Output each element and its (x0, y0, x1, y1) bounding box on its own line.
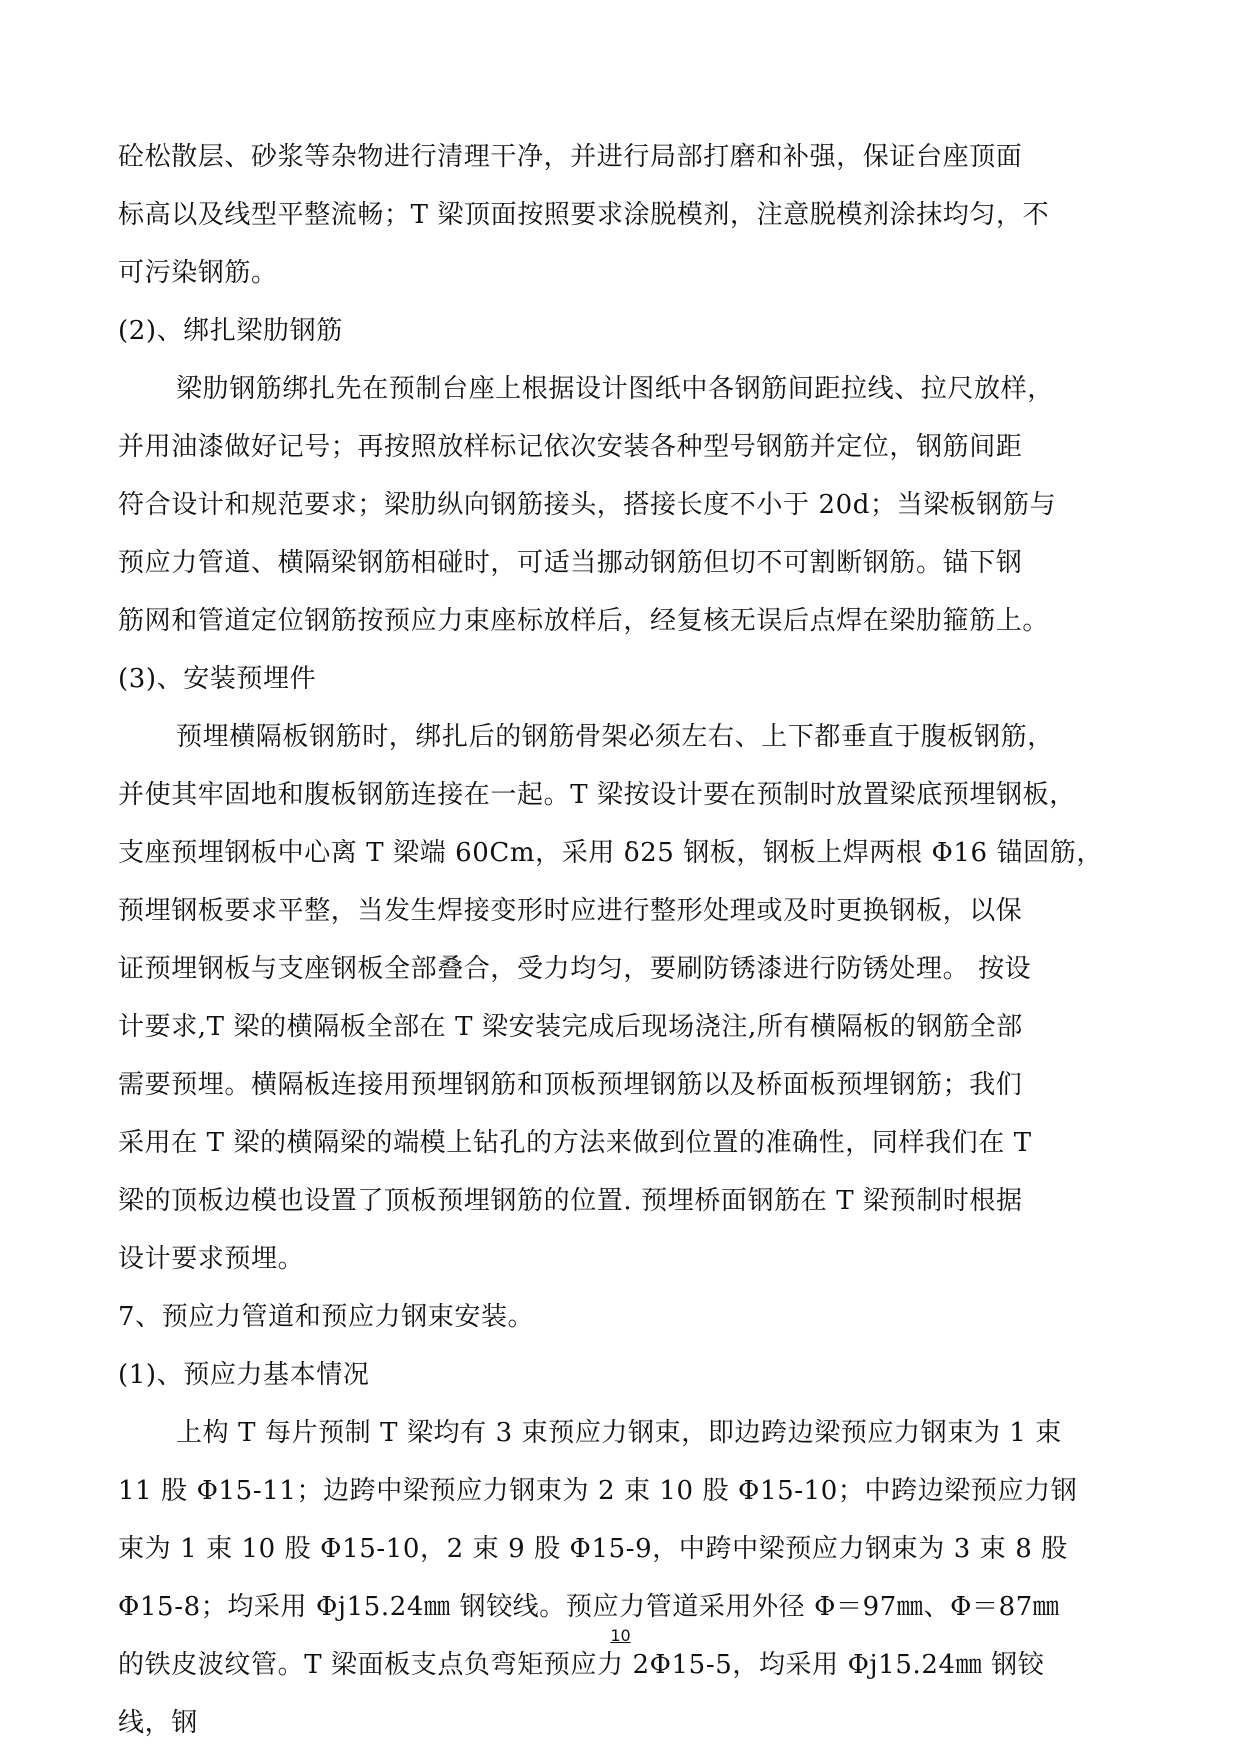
text-line: 支座预埋钢板中心离 T 梁端 60Cm，采用 δ25 钢板，钢板上焊两根 Φ16 锚固筋， (118, 838, 1103, 868)
text-line: 束为 1 束 10 股 Φ15-10，2 束 9 股 Φ15-9，中跨中梁预应力钢束为 3 束 8 股 (118, 1534, 1068, 1564)
text-line: 砼松散层、砂浆等杂物进行清理干净，并进行局部打磨和补强，保证台座顶面 (118, 142, 1023, 172)
text-line: 梁的顶板边模也设置了顶板预埋钢筋的位置. 预埋桥面钢筋在 T 梁预制时根据 (118, 1186, 1023, 1216)
text-line: 计要求,T 梁的横隔板全部在 T 梁安装完成后现场浇注,所有横隔板的钢筋全部 (118, 1012, 1023, 1042)
text-line: 需要预埋。横隔板连接用预埋钢筋和顶板预埋钢筋以及桥面板预埋钢筋；我们 (118, 1070, 1023, 1100)
body-text (118, 128, 1123, 1752)
text-line: 并用油漆做好记号；再按照放样标记依次安装各种型号钢筋并定位，钢筋间距 (118, 432, 1023, 462)
text-line: 筋网和管道定位钢筋按预应力束座标放样后，经复核无误后点焊在梁肋箍筋上。 (118, 606, 1050, 636)
page-number: 10 (610, 1626, 631, 1645)
text-line: 并使其牢固地和腹板钢筋连接在一起。T 梁按设计要在预制时放置梁底预埋钢板， (118, 780, 1076, 810)
text-line: 上构 T 每片预制 T 梁均有 3 束预应力钢束，即边跨边梁预应力钢束为 1 束 (176, 1418, 1062, 1448)
text-line: 预埋横隔板钢筋时，绑扎后的钢筋骨架必须左右、上下都垂直于腹板钢筋， (176, 722, 1054, 752)
section-heading: (2)、绑扎梁肋钢筋 (118, 316, 343, 346)
text-line: 标高以及线型平整流畅；T 梁顶面按照要求涂脱模剂，注意脱模剂涂抹均匀，不 (118, 200, 1050, 230)
text-line: 线，钢 (118, 1708, 198, 1738)
text-line: 可污染钢筋。 (118, 258, 278, 288)
section-heading: (3)、安装预埋件 (118, 664, 317, 694)
text-line: 设计要求预埋。 (118, 1244, 305, 1274)
section-heading: (1)、预应力基本情况 (118, 1360, 370, 1390)
text-line: Φ15-8；均采用 Φj15.24㎜ 钢铰线。预应力管道采用外径 Φ＝97㎜、Φ＝87㎜ (118, 1592, 1060, 1622)
section-heading: 7、预应力管道和预应力钢束安装。 (118, 1302, 535, 1332)
text-line: 采用在 T 梁的横隔梁的端模上钻孔的方法来做到位置的准确性，同样我们在 T (118, 1128, 1032, 1158)
text-line: 预埋钢板要求平整，当发生焊接变形时应进行整形处理或及时更换钢板，以保 (118, 896, 1023, 926)
text-line: 11 股 Φ15-11；边跨中梁预应力钢束为 2 束 10 股 Φ15-10；中跨边梁预应力钢 (118, 1476, 1078, 1506)
text-line: 的铁皮波纹管。T 梁面板支点负弯矩预应力 2Φ15-5，均采用 Φj15.24㎜ 钢铰 (118, 1650, 1045, 1680)
text-line: 证预埋钢板与支座钢板全部叠合，受力均匀，要刷防锈漆进行防锈处理。 按设 (118, 954, 1032, 984)
text-line: 梁肋钢筋绑扎先在预制台座上根据设计图纸中各钢筋间距拉线、拉尺放样， (176, 374, 1054, 404)
text-line: 符合设计和规范要求；梁肋纵向钢筋接头，搭接长度不小于 20d；当梁板钢筋与 (118, 490, 1057, 520)
text-line: 预应力管道、横隔梁钢筋相碰时，可适当挪动钢筋但切不可割断钢筋。锚下钢 (118, 548, 1023, 578)
